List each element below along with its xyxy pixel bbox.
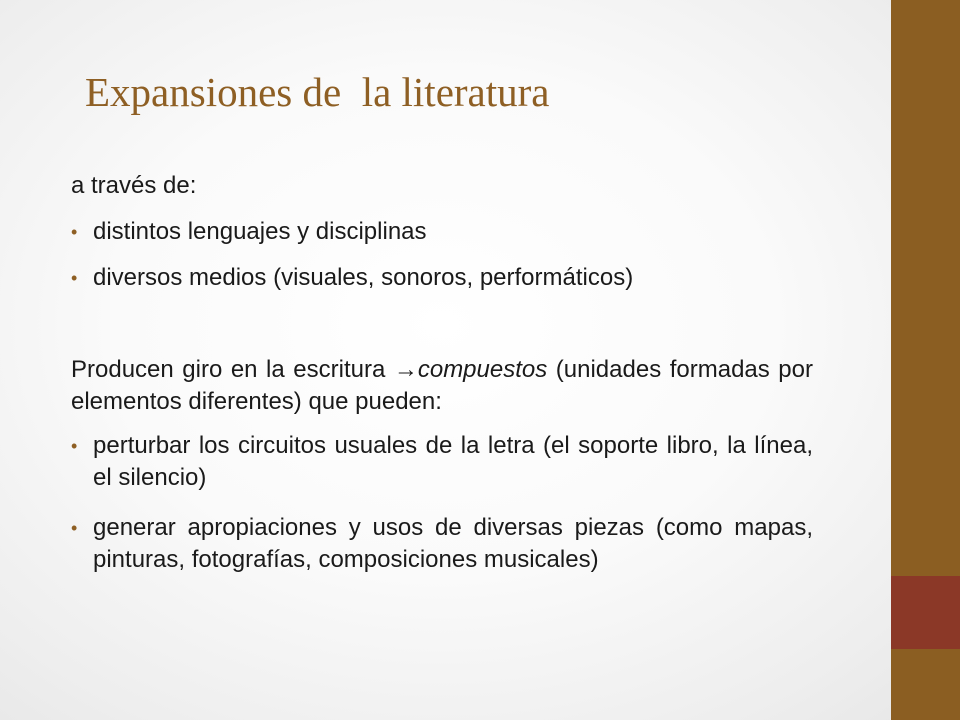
list-item bbox=[71, 262, 813, 294]
bullet-list-media bbox=[71, 216, 813, 294]
bullet-icon: • bbox=[71, 518, 78, 538]
list-item bbox=[71, 512, 813, 576]
list-item-text: distintos lenguajes y disciplinas bbox=[93, 218, 427, 245]
decorative-side-bar bbox=[891, 0, 960, 720]
list-item-text: diversos medios (visuales, sonoros, performáticos) bbox=[93, 264, 634, 291]
bullet-icon: • bbox=[71, 436, 78, 456]
list-item-text: perturbar los circuitos usuales de la letra (el soporte libro, la línea, el silencio) bbox=[93, 432, 813, 491]
spacer bbox=[71, 308, 813, 354]
bullet-icon: • bbox=[71, 268, 78, 288]
decorative-accent-block bbox=[891, 576, 960, 649]
compounds-section bbox=[71, 354, 813, 576]
intro-text: a través de: bbox=[71, 172, 197, 199]
paragraph-emphasis: compuestos bbox=[417, 356, 548, 383]
slide-title: Expansiones de la literatura bbox=[85, 69, 550, 115]
list-item-text: generar apropiaciones y usos de diversas piezas (como mapas, pinturas, fotografías, composiciones musicales) bbox=[93, 514, 813, 573]
slide-body bbox=[71, 170, 813, 594]
bullet-icon: • bbox=[71, 222, 78, 242]
arrow-icon: → bbox=[393, 356, 418, 383]
list-item bbox=[71, 430, 813, 494]
bullet-list-effects bbox=[71, 430, 813, 576]
paragraph-lead: Producen giro en la escritura bbox=[71, 356, 394, 383]
paragraph-rest: (unidades formadas por elementos diferentes) que pueden: bbox=[71, 356, 813, 415]
list-item bbox=[71, 216, 813, 248]
compounds-paragraph bbox=[71, 354, 813, 418]
